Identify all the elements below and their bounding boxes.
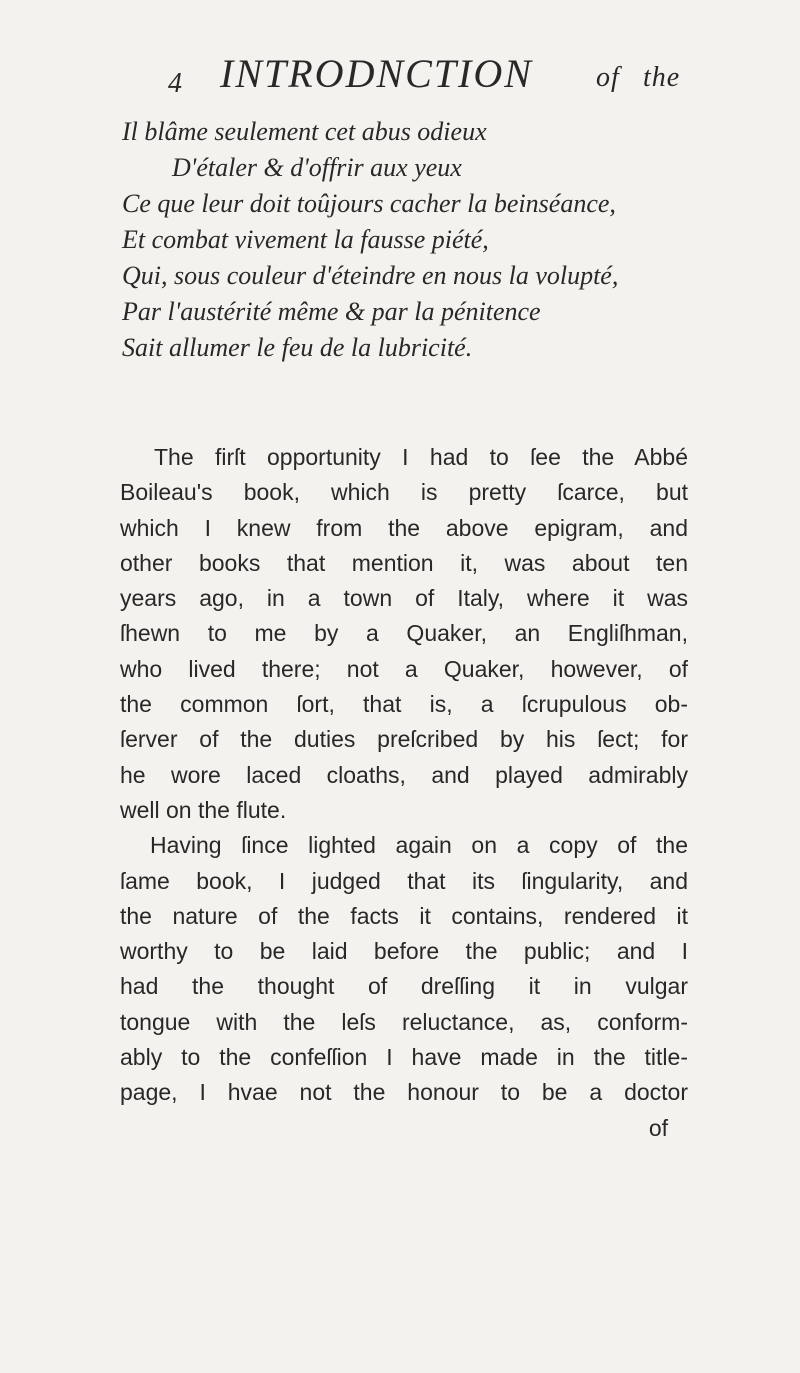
verse-line: Par l'austérité même & par la pénitence	[122, 297, 541, 326]
text-line: had the thought of dreſſing it in vulgar	[120, 973, 688, 1000]
text-line: well on the flute.	[120, 796, 287, 823]
body-text	[120, 440, 688, 1146]
text-line: the common ſort, that is, a ſcrupulous ob-	[120, 691, 688, 718]
text-line: worthy to be laid before the public; and I	[120, 938, 688, 965]
text-line: the nature of the facts it contains, rendered it	[120, 902, 688, 929]
verse-line: Et combat vivement la fausse piété,	[122, 225, 489, 254]
text-line: Having ſince lighted again on a copy of the	[150, 832, 688, 859]
running-head-title: INTRODNCTION	[220, 51, 533, 96]
verse-line: Qui, sous couleur d'éteindre en nous la volupté,	[122, 261, 619, 290]
text-line: ſame book, I judged that its ſingularity, and	[120, 867, 688, 894]
text-line: page, I hvae not the honour to be a doctor	[120, 1079, 688, 1106]
page-number: 4	[168, 68, 183, 99]
verse-line: Sait allumer le feu de la lubricité.	[122, 333, 473, 362]
text-line: Boileau's book, which is pretty ſcarce, but	[120, 479, 688, 506]
running-head	[168, 50, 728, 110]
text-line: tongue with the leſs reluctance, as, conform-	[120, 1008, 688, 1035]
text-line: The firſt opportunity I had to ſee the Abbé	[154, 444, 688, 470]
verse-line: Ce que leur doit toûjours cacher la beinséance,	[122, 189, 616, 218]
catchword: of	[648, 1114, 668, 1141]
text-line: other books that mention it, was about ten	[120, 549, 688, 576]
text-line: which I knew from the above epigram, and	[120, 514, 688, 541]
verse-line: Il blâme seulement cet abus odieux	[122, 117, 487, 146]
text-line: ably to the confeſſion I have made in the title-	[120, 1044, 688, 1071]
text-line: ſhewn to me by a Quaker, an Engliſhman,	[120, 620, 688, 647]
text-line: years ago, in a town of Italy, where it was	[120, 585, 688, 612]
verse-line: D'étaler & d'offrir aux yeux	[172, 153, 462, 182]
text-line: who lived there; not a Quaker, however, of	[120, 655, 688, 682]
epigram-verse	[122, 114, 762, 366]
text-line: he wore laced cloaths, and played admirably	[120, 761, 688, 788]
running-head-the: the	[643, 62, 681, 93]
text-line: ſerver of the duties preſcribed by his ſect; for	[120, 726, 688, 753]
running-head-of: of	[596, 62, 620, 93]
